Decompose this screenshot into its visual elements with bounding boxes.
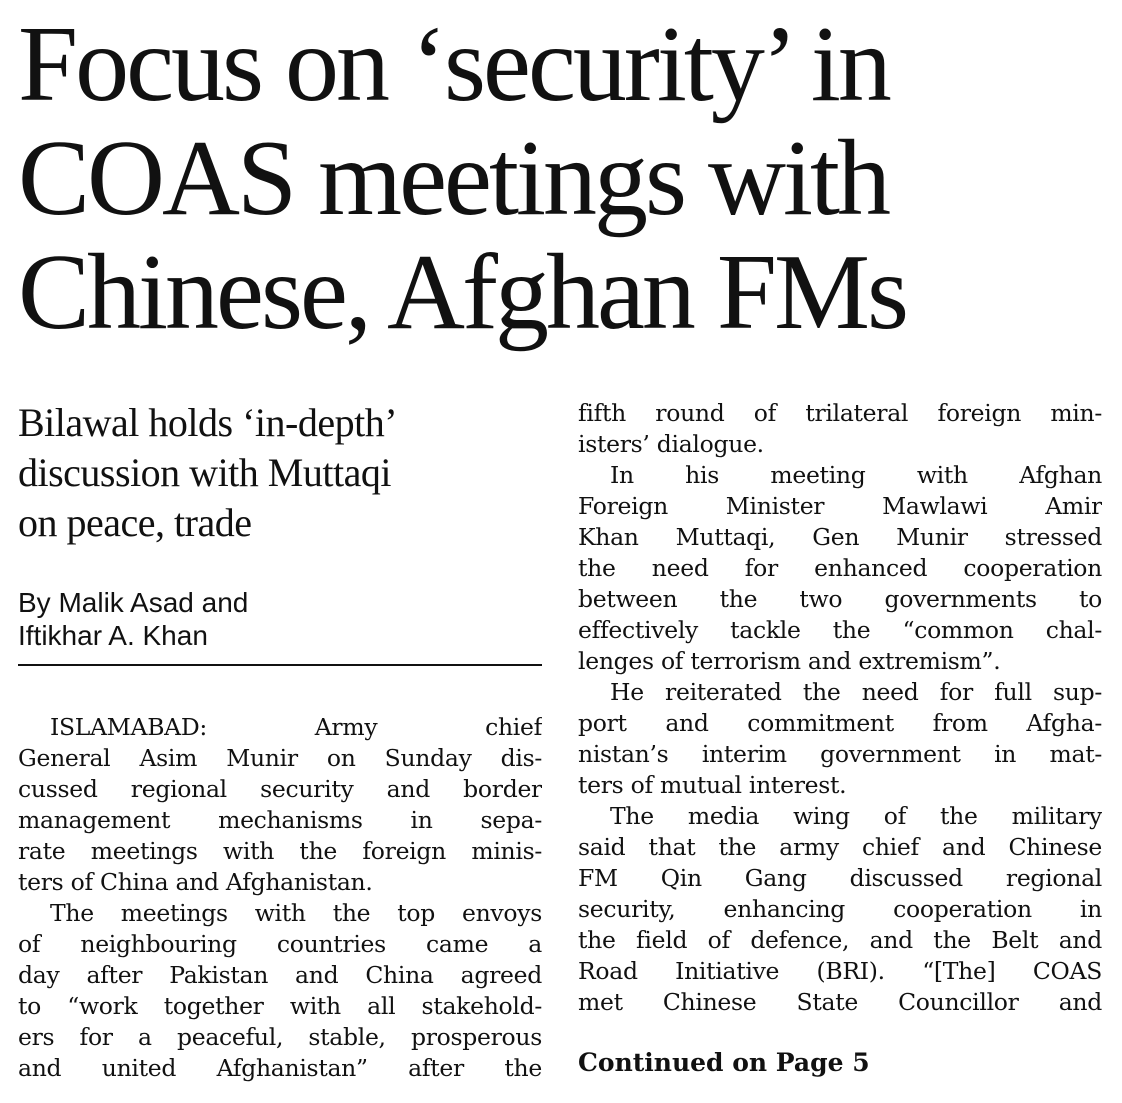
byline-divider [18,664,542,666]
article-line: ters of mutual interest. [578,771,847,799]
right-article-body [578,398,1102,1018]
article-line: isters’ dialogue. [578,430,764,458]
article-line: The meetings with the top envoys [50,899,542,927]
article-line: of neighbouring countries came a [18,930,542,958]
subheadline-line: on peace, trade [18,500,252,545]
headline-line: Focus on ‘security’ in [18,5,889,124]
article-line: said that the army chief and Chinese [578,833,1102,861]
left-article-body [18,712,542,1084]
article-line: port and commitment from Afgha- [578,709,1102,737]
article-line: General Asim Munir on Sunday dis- [18,744,542,772]
article-line: In his meeting with Afghan [610,461,1102,489]
article-line: Khan Muttaqi, Gen Munir stressed [578,523,1102,551]
article-line: rate meetings with the foreign minis- [18,837,542,865]
subheadline-line: discussion with Muttaqi [18,450,391,495]
headline [18,5,1118,352]
byline-line: Iftikhar A. Khan [18,620,208,651]
article-line: ters of China and Afghanistan. [18,868,373,896]
article-line: to “work together with all stakehold- [18,992,542,1020]
subheadline [18,398,542,548]
article-line: FM Qin Gang discussed regional [578,864,1102,892]
article-line: the field of defence, and the Belt and [578,926,1102,954]
subheadline-line: Bilawal holds ‘in-depth’ [18,400,398,445]
article-line: day after Pakistan and China agreed [18,961,542,989]
article-line: and united Afghanistan” after the [18,1054,542,1082]
article-line: ers for a peaceful, stable, prosperous [18,1023,542,1051]
article-line: effectively tackle the “common chal- [578,616,1102,644]
byline-line: By Malik Asad and [18,587,249,618]
byline [18,586,542,652]
article-line: between the two governments to [578,585,1102,613]
article-line: the need for enhanced cooperation [578,554,1102,582]
article-line: ISLAMABAD: Army chief [50,713,542,741]
article-line: lenges of terrorism and extremism”. [578,647,1001,675]
article-line: security, enhancing cooperation in [578,895,1102,923]
article-line: nistan’s interim government in mat- [578,740,1102,768]
article-line: He reiterated the need for full sup- [610,678,1102,706]
left-column [18,398,542,1084]
article-line: Foreign Minister Mawlawi Amir [578,492,1102,520]
article-line: The media wing of the military [610,802,1102,830]
continued-on-page-link[interactable]: Continued on Page 5 [578,1048,870,1077]
article-line: fifth round of trilateral foreign min- [578,399,1102,427]
article-line: met Chinese State Councillor and [578,988,1102,1016]
article-line: management mechanisms in sepa- [18,806,542,834]
headline-line: Chinese, Afghan FMs [18,233,906,352]
article-line: Road Initiative (BRI). “[The] COAS [578,957,1102,985]
article-line: cussed regional security and border [18,775,542,803]
headline-line: COAS meetings with [18,119,889,238]
right-column [578,398,1102,1079]
